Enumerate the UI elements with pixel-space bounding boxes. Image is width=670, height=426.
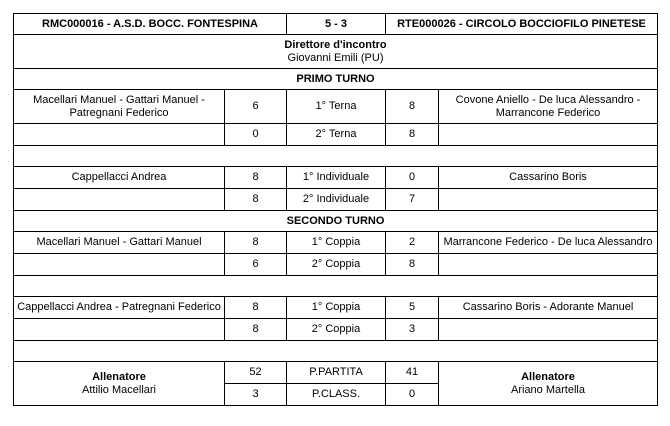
partita-label: P.PARTITA (287, 362, 386, 384)
match-report-table (13, 13, 658, 406)
away-players (439, 189, 658, 211)
home-score: 0 (225, 124, 287, 146)
header-row (14, 14, 658, 35)
away-players (439, 124, 658, 146)
turn1-title: PRIMO TURNO (14, 69, 658, 90)
home-score: 8 (225, 189, 287, 211)
section-title-row (14, 69, 658, 90)
table-row (14, 297, 658, 319)
away-team: RTE000026 - CIRCOLO BOCCIOFILO PINETESE (386, 14, 658, 35)
table-row (14, 232, 658, 254)
home-partita-points: 52 (225, 362, 287, 384)
match-type: 2° Individuale (287, 189, 386, 211)
away-score: 8 (386, 124, 439, 146)
away-score: 2 (386, 232, 439, 254)
away-score: 8 (386, 90, 439, 124)
home-players: Cappellacci Andrea - Patregnani Federico (14, 297, 225, 319)
director-cell (14, 35, 658, 69)
table-row (14, 254, 658, 276)
home-score: 6 (225, 90, 287, 124)
home-coach-label: Allenatore (92, 370, 146, 383)
home-coach-name: Attilio Macellari (82, 383, 156, 396)
director-name: Giovanni Emili (PU) (287, 51, 384, 64)
home-players: Macellari Manuel - Gattari Manuel (14, 232, 225, 254)
home-team: RMC000016 - A.S.D. BOCC. FONTESPINA (14, 14, 287, 35)
home-score: 6 (225, 254, 287, 276)
away-players: Cassarino Boris - Adorante Manuel (439, 297, 658, 319)
away-players: Covone Aniello - De luca Alessandro - Marrancone Federico (439, 90, 658, 124)
home-players (14, 319, 225, 341)
final-score: 5 - 3 (287, 14, 386, 35)
away-score: 5 (386, 297, 439, 319)
table-row (14, 319, 658, 341)
away-score: 0 (386, 167, 439, 189)
home-players (14, 254, 225, 276)
spacer-row (14, 276, 658, 297)
table-row (14, 124, 658, 146)
home-score: 8 (225, 232, 287, 254)
away-partita-points: 41 (386, 362, 439, 384)
match-type: 1° Terna (287, 90, 386, 124)
home-coach (14, 362, 225, 406)
turn2-title: SECONDO TURNO (14, 211, 658, 232)
match-type: 2° Terna (287, 124, 386, 146)
away-coach-name: Ariano Martella (511, 383, 585, 396)
home-players (14, 124, 225, 146)
home-score: 8 (225, 297, 287, 319)
away-coach-label: Allenatore (521, 370, 575, 383)
section-title-row (14, 211, 658, 232)
away-players (439, 254, 658, 276)
spacer-row (14, 341, 658, 362)
home-players (14, 189, 225, 211)
match-type: 1° Individuale (287, 167, 386, 189)
match-type: 1° Coppia (287, 232, 386, 254)
away-score: 8 (386, 254, 439, 276)
away-players (439, 319, 658, 341)
match-type: 1° Coppia (287, 297, 386, 319)
spacer-row (14, 146, 658, 167)
away-players: Marrancone Federico - De luca Alessandro (439, 232, 658, 254)
classifica-label: P.CLASS. (287, 384, 386, 406)
away-class-points: 0 (386, 384, 439, 406)
away-score: 7 (386, 189, 439, 211)
table-row (14, 90, 658, 124)
home-class-points: 3 (225, 384, 287, 406)
table-row (14, 167, 658, 189)
away-coach (439, 362, 658, 406)
home-score: 8 (225, 319, 287, 341)
match-type: 2° Coppia (287, 319, 386, 341)
match-type: 2° Coppia (287, 254, 386, 276)
away-players: Cassarino Boris (439, 167, 658, 189)
table-row (14, 189, 658, 211)
home-players: Cappellacci Andrea (14, 167, 225, 189)
director-row (14, 35, 658, 69)
home-players: Macellari Manuel - Gattari Manuel - Patregnani Federico (14, 90, 225, 124)
home-score: 8 (225, 167, 287, 189)
footer-row-partita (14, 362, 658, 384)
away-score: 3 (386, 319, 439, 341)
director-label: Direttore d'incontro (284, 38, 387, 51)
